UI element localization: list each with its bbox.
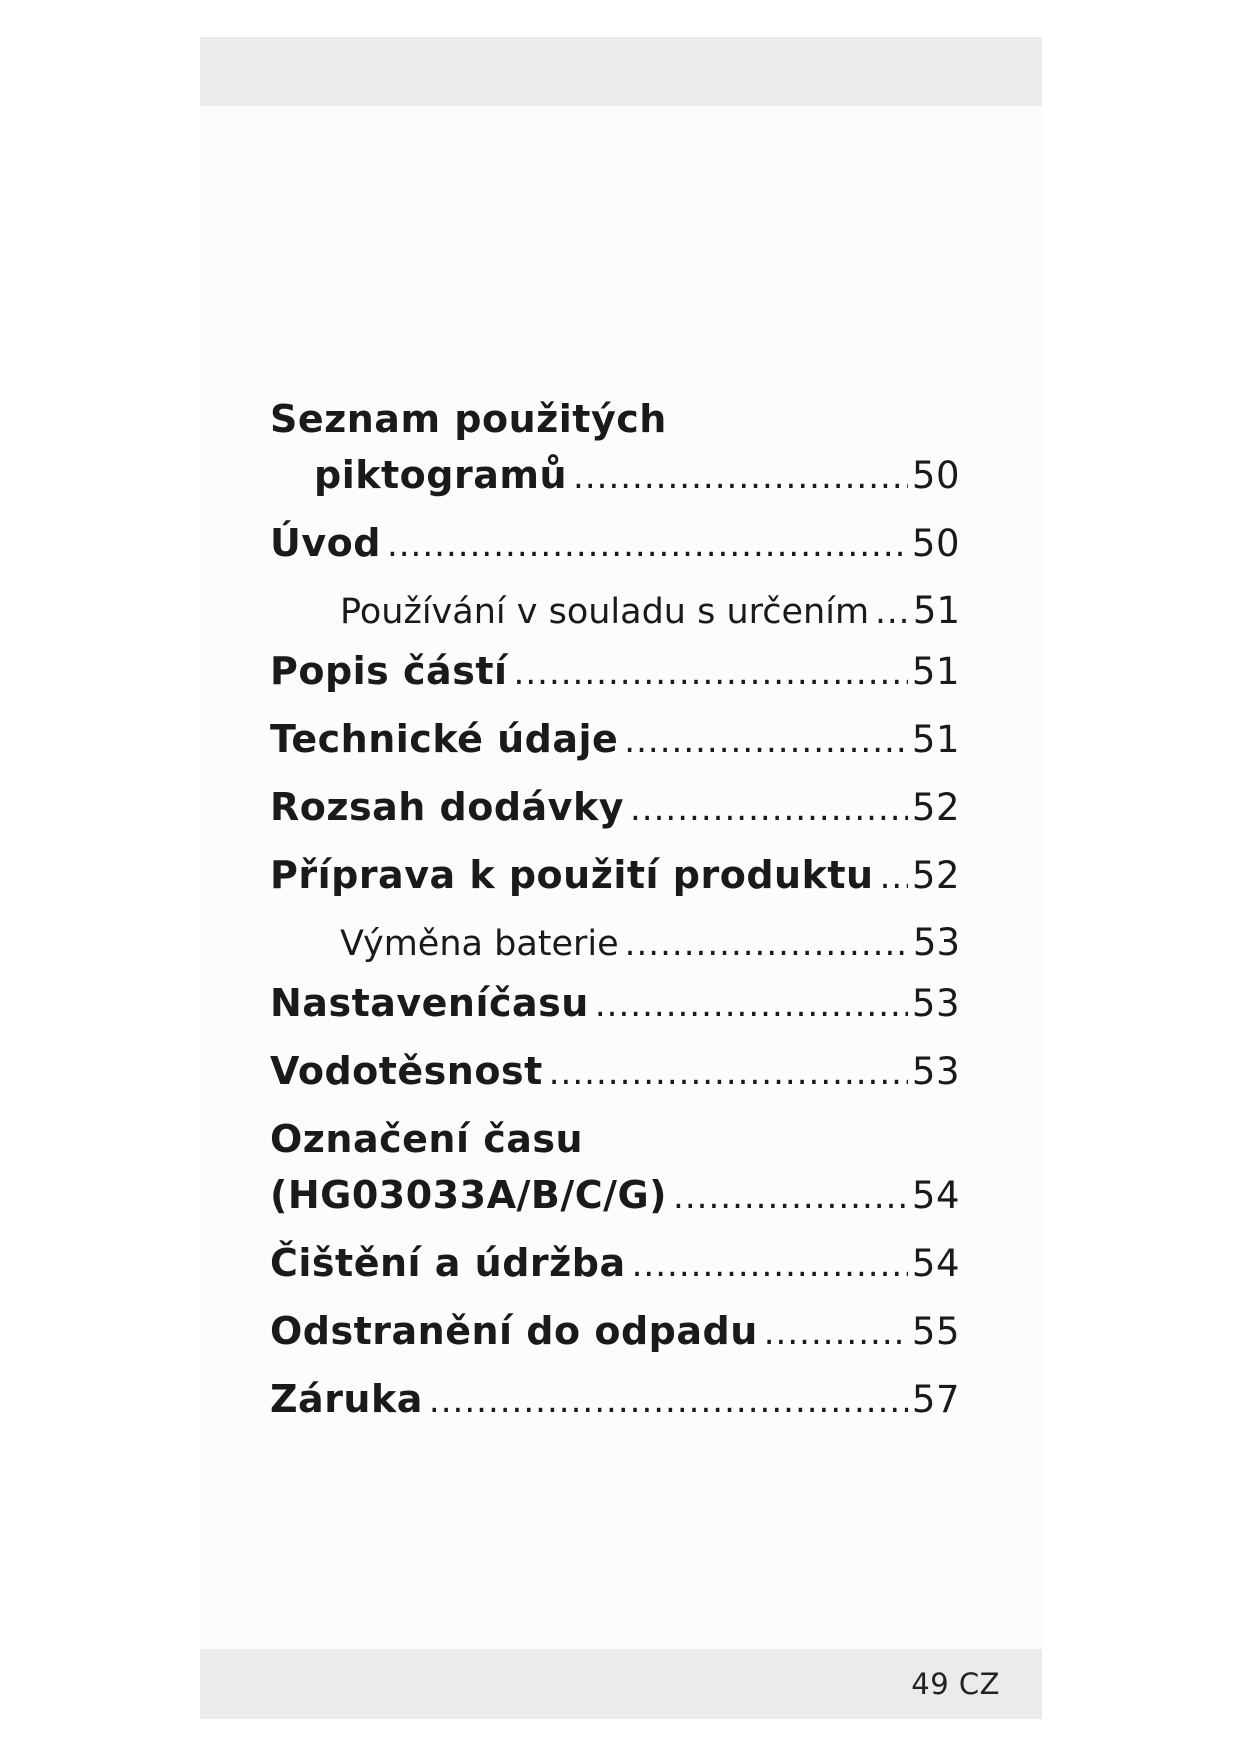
toc-entry-oznaceni-casu[interactable]: [270, 1117, 960, 1241]
toc-entry-title: Úvod: [270, 521, 381, 565]
toc-page-number: 57: [911, 1378, 960, 1421]
toc-entry-vodotesnost[interactable]: [270, 1049, 960, 1117]
toc-page-number: 51: [912, 589, 960, 632]
toc-page-number: 51: [911, 718, 960, 761]
toc-entry-title: Označení času: [270, 1117, 584, 1161]
toc-entry-vymena-baterie[interactable]: [270, 921, 960, 981]
toc-entry-title: Příprava k použití produktu: [270, 853, 874, 897]
toc-entry-cisteni-udrzba[interactable]: [270, 1241, 960, 1309]
toc-entry-title: Čištění a údržba: [270, 1241, 626, 1285]
toc-entry-popis-casti[interactable]: [270, 649, 960, 717]
toc-leader-dots: [880, 857, 908, 897]
toc-page-number: 52: [911, 786, 960, 829]
toc-leader-dots: [387, 525, 908, 565]
toc-entry-title: Nastaveníčasu: [270, 981, 589, 1025]
toc-leader-dots: [514, 653, 908, 693]
toc-entry-title: Technické údaje: [270, 717, 619, 761]
table-of-contents: [270, 397, 960, 1445]
toc-entry-title: Používání v souladu s určením: [340, 592, 870, 632]
toc-page-number: 55: [911, 1310, 960, 1353]
toc-leader-dots: [624, 721, 908, 761]
toc-entry-pouzivani[interactable]: [270, 589, 960, 649]
toc-entry-odstraneni-odpadu[interactable]: [270, 1309, 960, 1377]
toc-entry-title: (HG03033A/B/C/G): [270, 1173, 668, 1217]
toc-entry-nastaveni-casu[interactable]: [270, 981, 960, 1049]
toc-page-number: 53: [911, 1050, 960, 1093]
toc-entry-title: Rozsah dodávky: [270, 785, 624, 829]
toc-entry-seznam-piktogramu[interactable]: [270, 397, 960, 521]
toc-page-number: 52: [911, 854, 960, 897]
toc-leader-dots: [875, 592, 909, 632]
toc-entry-uvod[interactable]: [270, 521, 960, 589]
footer-band: [200, 1649, 1042, 1719]
toc-page-number: 53: [912, 921, 960, 964]
toc-entry-title: Popis částí: [270, 649, 508, 693]
toc-page-number: 50: [911, 454, 960, 497]
toc-entry-title: Seznam použitých: [270, 397, 667, 441]
toc-page-number: 54: [911, 1174, 960, 1217]
toc-entry-zaruka[interactable]: [270, 1377, 960, 1445]
document-page: [200, 37, 1042, 1719]
toc-leader-dots: [673, 1177, 908, 1217]
toc-entry-technicke-udaje[interactable]: [270, 717, 960, 785]
toc-page-number: 50: [911, 522, 960, 565]
toc-entry-title: Odstranění do odpadu: [270, 1309, 758, 1353]
toc-entry-title: Záruka: [270, 1377, 423, 1421]
toc-entry-title: Výměna baterie: [340, 924, 619, 964]
toc-entry-rozsah-dodavky[interactable]: [270, 785, 960, 853]
toc-page-number: 53: [911, 982, 960, 1025]
toc-entry-title: Vodotěsnost: [270, 1049, 543, 1093]
toc-leader-dots: [429, 1381, 908, 1421]
toc-leader-dots: [764, 1313, 908, 1353]
toc-leader-dots: [595, 985, 908, 1025]
header-band: [200, 37, 1042, 106]
toc-page-number: 51: [911, 650, 960, 693]
toc-entry-priprava[interactable]: [270, 853, 960, 921]
toc-page-number: 54: [911, 1242, 960, 1285]
page-number-label: 49 CZ: [911, 1667, 1000, 1701]
toc-leader-dots: [630, 789, 908, 829]
toc-leader-dots: [632, 1245, 908, 1285]
toc-leader-dots: [625, 924, 909, 964]
toc-leader-dots: [549, 1053, 908, 1093]
toc-entry-title: piktogramů: [314, 453, 568, 497]
toc-leader-dots: [573, 457, 908, 497]
